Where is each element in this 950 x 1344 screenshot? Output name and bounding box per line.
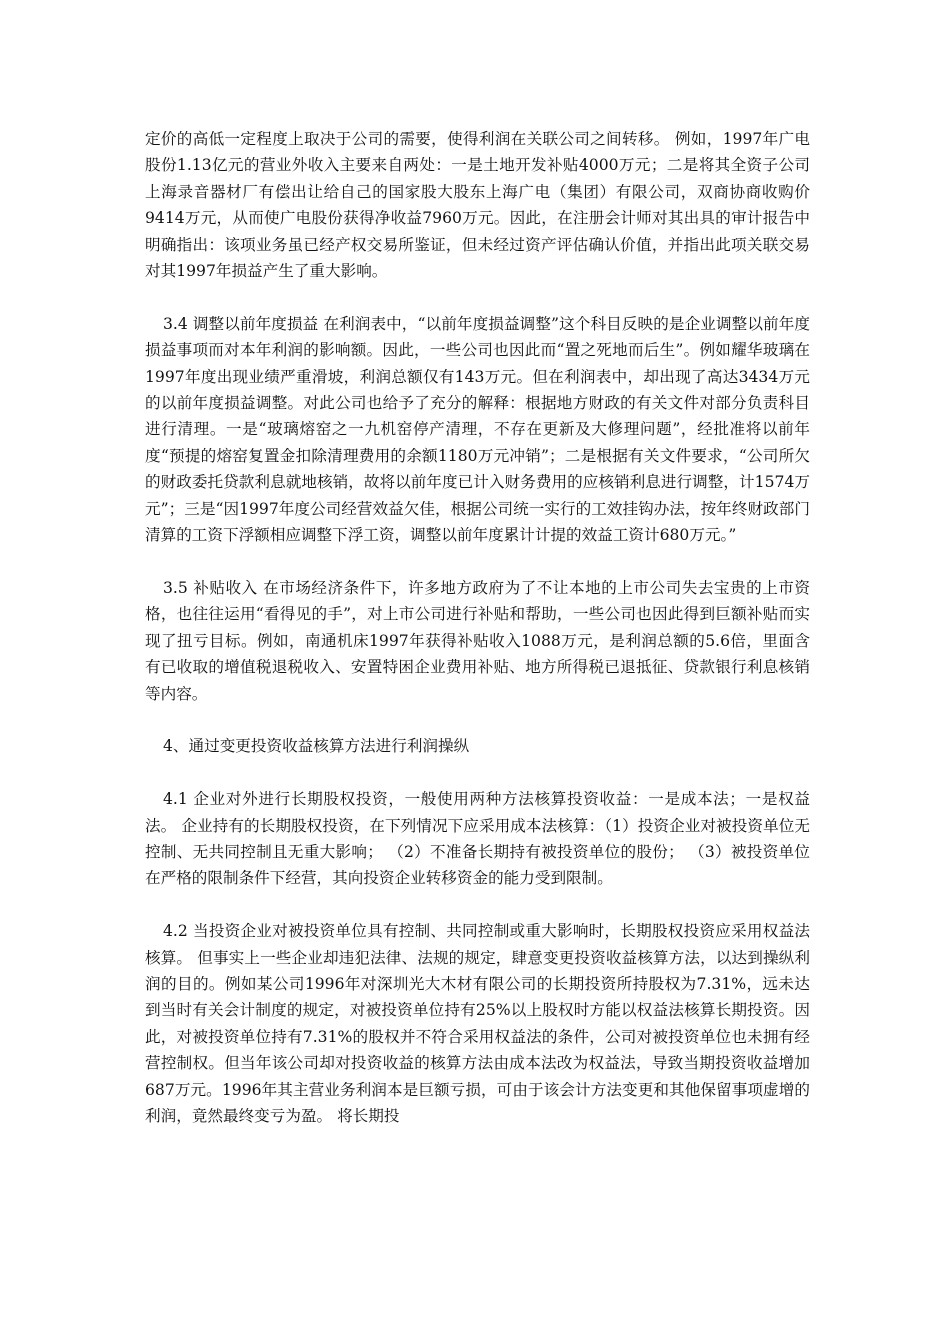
paragraph-equity-method: 4.2 当投资企业对被投资单位具有控制、共同控制或重大影响时，长期股权投资应采用权益法核算。 但事实上一些企业却违犯法律、法规的规定，肆意变更投资收益核算方法，以达到操纵利润的目的。例如某公司1996年对深圳光大木材有限公司的长期投资所持股权为7.31%，远未达到当时有关会计制度的规定，对被投资单位持有25%以上股权时方能以权益法核算长期投资。因此，对被投资单位持有7.31%的股权并不符合采用权益法的条件，公司对被投资单位也未拥有经营控制权。但当年该公司却对投资收益的核算方法由成本法改为权益法，导致当期投资收益增加687万元。1996年其主营业务利润本是巨额亏损，可由于该会计方法变更和其他保留事项虚增的利润，竟然最终变亏为盈。 将长期投 (145, 922, 810, 1125)
paragraph-subsidy-income: 3.5 补贴收入 在市场经济条件下，许多地方政府为了不让本地的上市公司失去宝贵的上市资格，也往往运用“看得见的手”，对上市公司进行补贴和帮助，一些公司也因此得到巨额补贴而实现了扭亏目标。例如，南通机床1997年获得补贴收入1088万元，是利润总额的5.6倍，里面含有已收取的增值税退税收入、安置特困企业费用补贴、地方所得税已退抵征、贷款银行利息核销等内容。 (145, 578, 810, 703)
document-page (145, 126, 810, 1156)
paragraph-cost-method: 4.1 企业对外进行长期股权投资，一般使用两种方法核算投资收益：一是成本法；一是权益法。 企业持有的长期股权投资，在下列情况下应采用成本法核算：（1）投资企业对被投资单位无控制、无共同控制且无重大影响； （2）不准备长期持有被投资单位的股份； （3）被投资单位在严格的限制条件下经营，其向投资企业转移资金的能力受到限制。 (145, 790, 810, 888)
section-heading-investment-income: 4、通过变更投资收益核算方法进行利润操纵 (163, 737, 470, 756)
paragraph-related-party-transfer: 定价的高低一定程度上取决于公司的需要，使得利润在关联公司之间转移。 例如，1997年广电股份1.13亿元的营业外收入主要来自两处：一是土地开发补贴4000万元；二是将其全资子公司上海录音器材厂有偿出让给自己的国家股大股东上海广电（集团）有限公司，双商协商收购价9414万元，从而使广电股份获得净收益7960万元。因此，在注册会计师对其出具的审计报告中明确指出：该项业务虽已经产权交易所鉴证，但未经过资产评估确认价值，并指出此项关联交易对其1997年损益产生了重大影响。 (145, 130, 810, 281)
paragraph-prior-year-adjustment: 3.4 调整以前年度损益 在利润表中，“以前年度损益调整”这个科目反映的是企业调整以前年度损益事项而对本年利润的影响额。因此，一些公司也因此而“置之死地而后生”。例如耀华玻璃在1997年度出现业绩严重滑坡，利润总额仅有143万元。但在利润表中，却出现了高达3434万元的以前年度损益调整。对此公司也给予了充分的解释：根据地方财政的有关文件对部分负责科目进行清理。一是“玻璃熔窑之一九机窑停产清理，不存在更新及大修理问题”，经批准将以前年度“预提的熔窑复置金扣除清理费用的余额1180万元冲销”；二是根据有关文件要求，“公司所欠的财政委托贷款利息就地核销，故将以前年度已计入财务费用的应核销利息进行调整，计1574万元”；三是“因1997年度公司经营效益欠佳，根据公司统一实行的工效挂钩办法，按年终财政部门清算的工资下浮额相应调整下浮工资，调整以前年度累计计提的效益工资计680万元。” (145, 314, 810, 545)
